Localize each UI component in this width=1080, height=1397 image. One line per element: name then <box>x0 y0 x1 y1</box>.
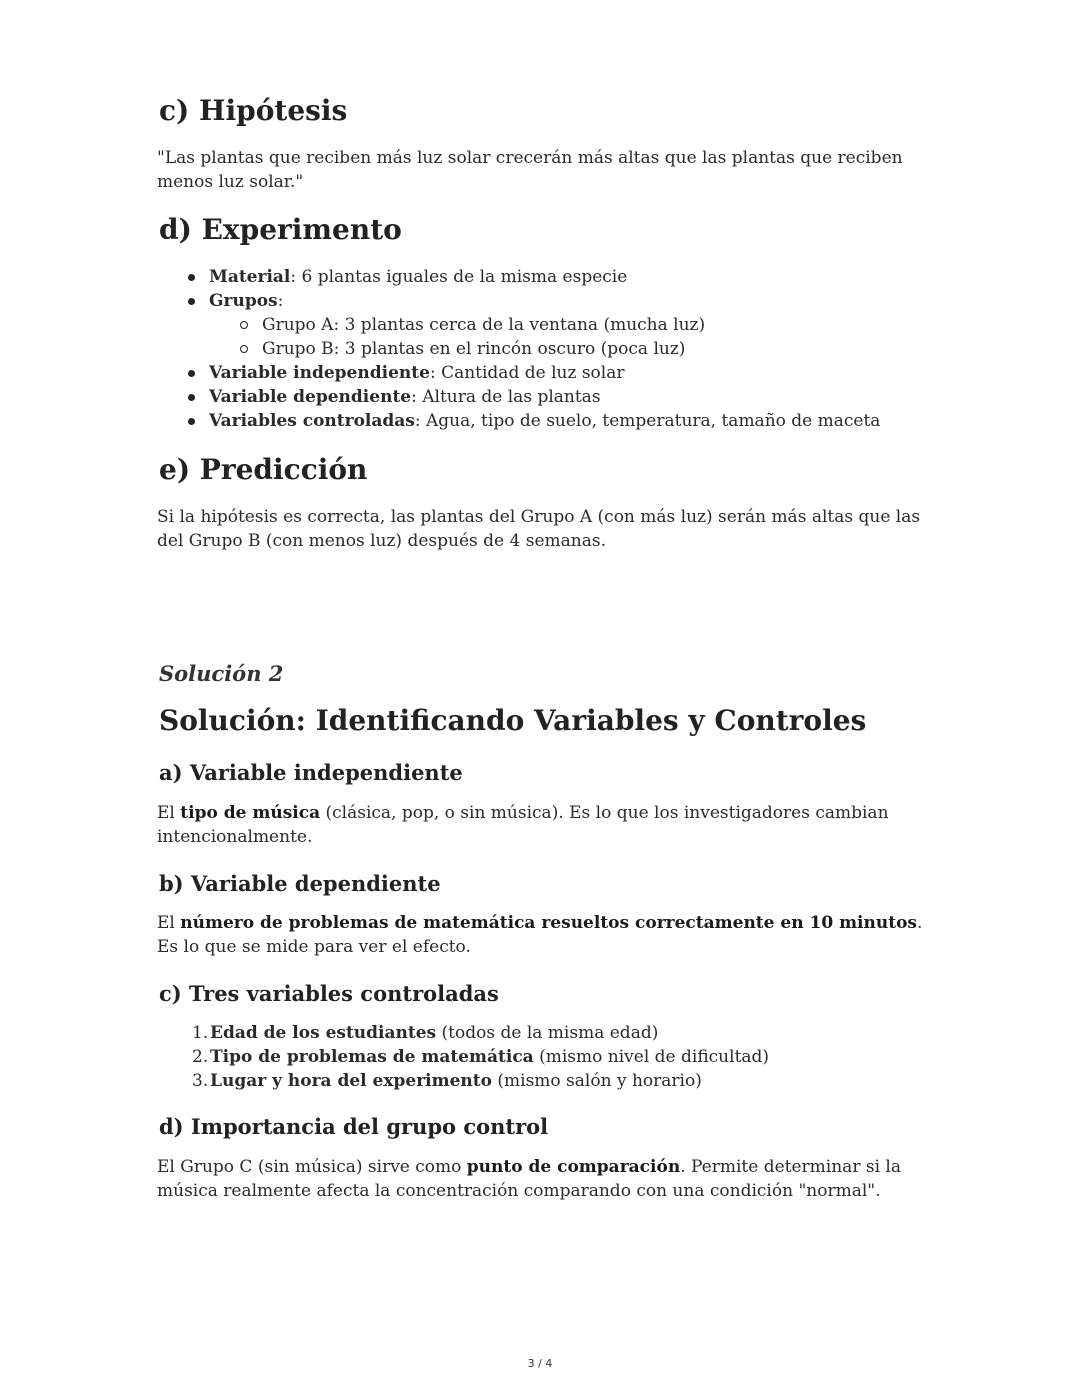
list-item: 3. Lugar y hora del experimento (mismo salón y horario) <box>192 1071 702 1091</box>
list-item: Material: 6 plantas iguales de la misma especie <box>209 265 929 289</box>
list-item: Variable dependiente: Altura de las plantas <box>209 385 929 409</box>
list-item: 2. Tipo de problemas de matemática (mismo nivel de dificultad) <box>192 1047 770 1067</box>
variable-independiente-text: El tipo de música (clásica, pop, o sin música). Es lo que los investigadores cambian intencionalmente. <box>157 803 889 847</box>
sub-list-item: Grupo B: 3 plantas en el rincón oscuro (poca luz) <box>262 337 929 361</box>
subheading-variables-controladas: c) Tres variables controladas <box>159 981 499 1006</box>
subheading-variable-dependiente: b) Variable dependiente <box>159 871 441 896</box>
sub-list-item: Grupo A: 3 plantas cerca de la ventana (mucha luz) <box>262 313 929 337</box>
list-item: Variables controladas: Agua, tipo de suelo, temperatura, tamaño de maceta <box>209 409 929 433</box>
list-item: Grupos: Grupo A: 3 plantas cerca de la ventana (mucha luz) Grupo B: 3 plantas en el rincón oscuro (poca luz) <box>209 289 929 361</box>
hipotesis-text: "Las plantas que reciben más luz solar crecerán más altas que las plantas que reciben menos luz solar." <box>157 148 903 192</box>
variable-dependiente-text: El número de problemas de matemática resueltos correctamente en 10 minutos. Es lo que se mide para ver el efecto. <box>157 913 923 957</box>
page-number: 3 / 4 <box>527 1357 553 1370</box>
grupos-sublist <box>262 313 929 361</box>
experimento-list <box>209 265 929 433</box>
section-heading-experimento: d) Experimento <box>159 213 402 246</box>
prediccion-text: Si la hipótesis es correcta, las plantas del Grupo A (con más luz) serán más altas que las del Grupo B (con menos luz) después de 4 semanas. <box>157 507 921 551</box>
list-item: Variable independiente: Cantidad de luz solar <box>209 361 929 385</box>
subheading-grupo-control: d) Importancia del grupo control <box>159 1114 549 1139</box>
grupo-control-text: El Grupo C (sin música) sirve como punto de comparación. Permite determinar si la música realmente afecta la concentración comparando con una condición "normal". <box>157 1157 901 1201</box>
list-item: 1. Edad de los estudiantes (todos de la misma edad) <box>192 1023 659 1043</box>
solution-title: Solución: Identificando Variables y Controles <box>159 704 867 737</box>
section-heading-prediccion: e) Predicción <box>159 453 368 486</box>
solution-label: Solución 2 <box>159 661 284 686</box>
controladas-list <box>192 1021 912 1093</box>
subheading-variable-independiente: a) Variable independiente <box>159 760 463 785</box>
section-heading-hipotesis: c) Hipótesis <box>159 94 348 127</box>
